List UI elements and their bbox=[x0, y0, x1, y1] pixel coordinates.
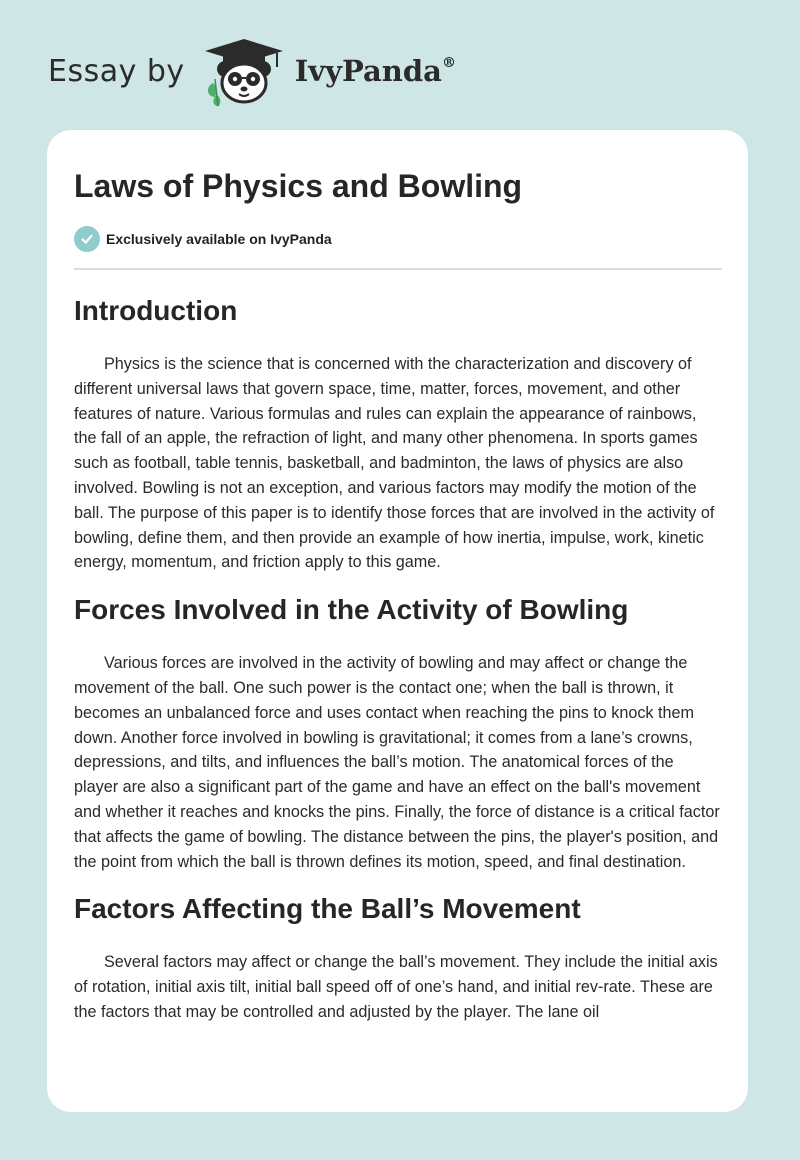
section-heading-forces: Forces Involved in the Activity of Bowling bbox=[74, 594, 629, 626]
section-heading-factors: Factors Affecting the Ball’s Movement bbox=[74, 893, 581, 925]
exclusive-badge bbox=[74, 224, 722, 254]
section-paragraph-forces: Various forces are involved in the activity of bowling and may affect or change the movement of the ball. One such power is the contact one; when the ball is thrown, it becomes an unbalanced force and uses contact when reaching the pins to knock them down. Another force involved in bowling is gravitational; it comes from a lane’s crowns, depressions, and tilts, and influences the ball’s motion. The anatomical forces of the player are also a significant part of the game and have an effect on the ball's movement and whether it reaches and knocks the pins. Finally, the force of distance is a critical factor that affects the game of bowling. The distance between the pins, the player's position, and the point from which the ball is thrown defines its motion, speed, and final destination. bbox=[74, 654, 720, 871]
site-header bbox=[0, 0, 800, 130]
check-icon bbox=[74, 226, 100, 252]
title-divider bbox=[74, 268, 722, 270]
exclusive-badge-label: Exclusively available on IvyPanda bbox=[106, 231, 332, 247]
essay-by-label: Essay by bbox=[48, 53, 185, 89]
section-heading-introduction: Introduction bbox=[74, 295, 238, 326]
ivypanda-logo-icon bbox=[201, 35, 287, 107]
essay-title: Laws of Physics and Bowling bbox=[74, 168, 523, 204]
section-paragraph-introduction: Physics is the science that is concerned with the characterization and discovery of different universal laws that govern space, time, matter, forces, movement, and other features of nature. Various formulas and rules can explain the appearance of rainbows, the fall of an apple, the refraction of light, and many other phenomena. In sports games such as football, table tennis, basketball, and badminton, the laws of physics are also involved. Bowling is not an exception, and various factors may modify the motion of the ball. The purpose of this paper is to identify those forces that are involved in the activity of bowling, define them, and then provide an example of how inertia, impulse, work, kinetic energy, momentum, and friction apply to this game. bbox=[74, 355, 715, 572]
essay-card bbox=[47, 130, 748, 1112]
brand-name: IvyPanda® bbox=[294, 54, 456, 88]
section-paragraph-factors: Several factors may affect or change the ball’s movement. They include the initial axis of rotation, initial axis tilt, initial ball speed off of one’s hand, and initial rev-rate. These are the factors that may be controlled and adjusted by the player. The lane oil bbox=[74, 953, 718, 1021]
brand-logo[interactable] bbox=[48, 36, 456, 106]
registered-mark: ® bbox=[441, 55, 456, 71]
